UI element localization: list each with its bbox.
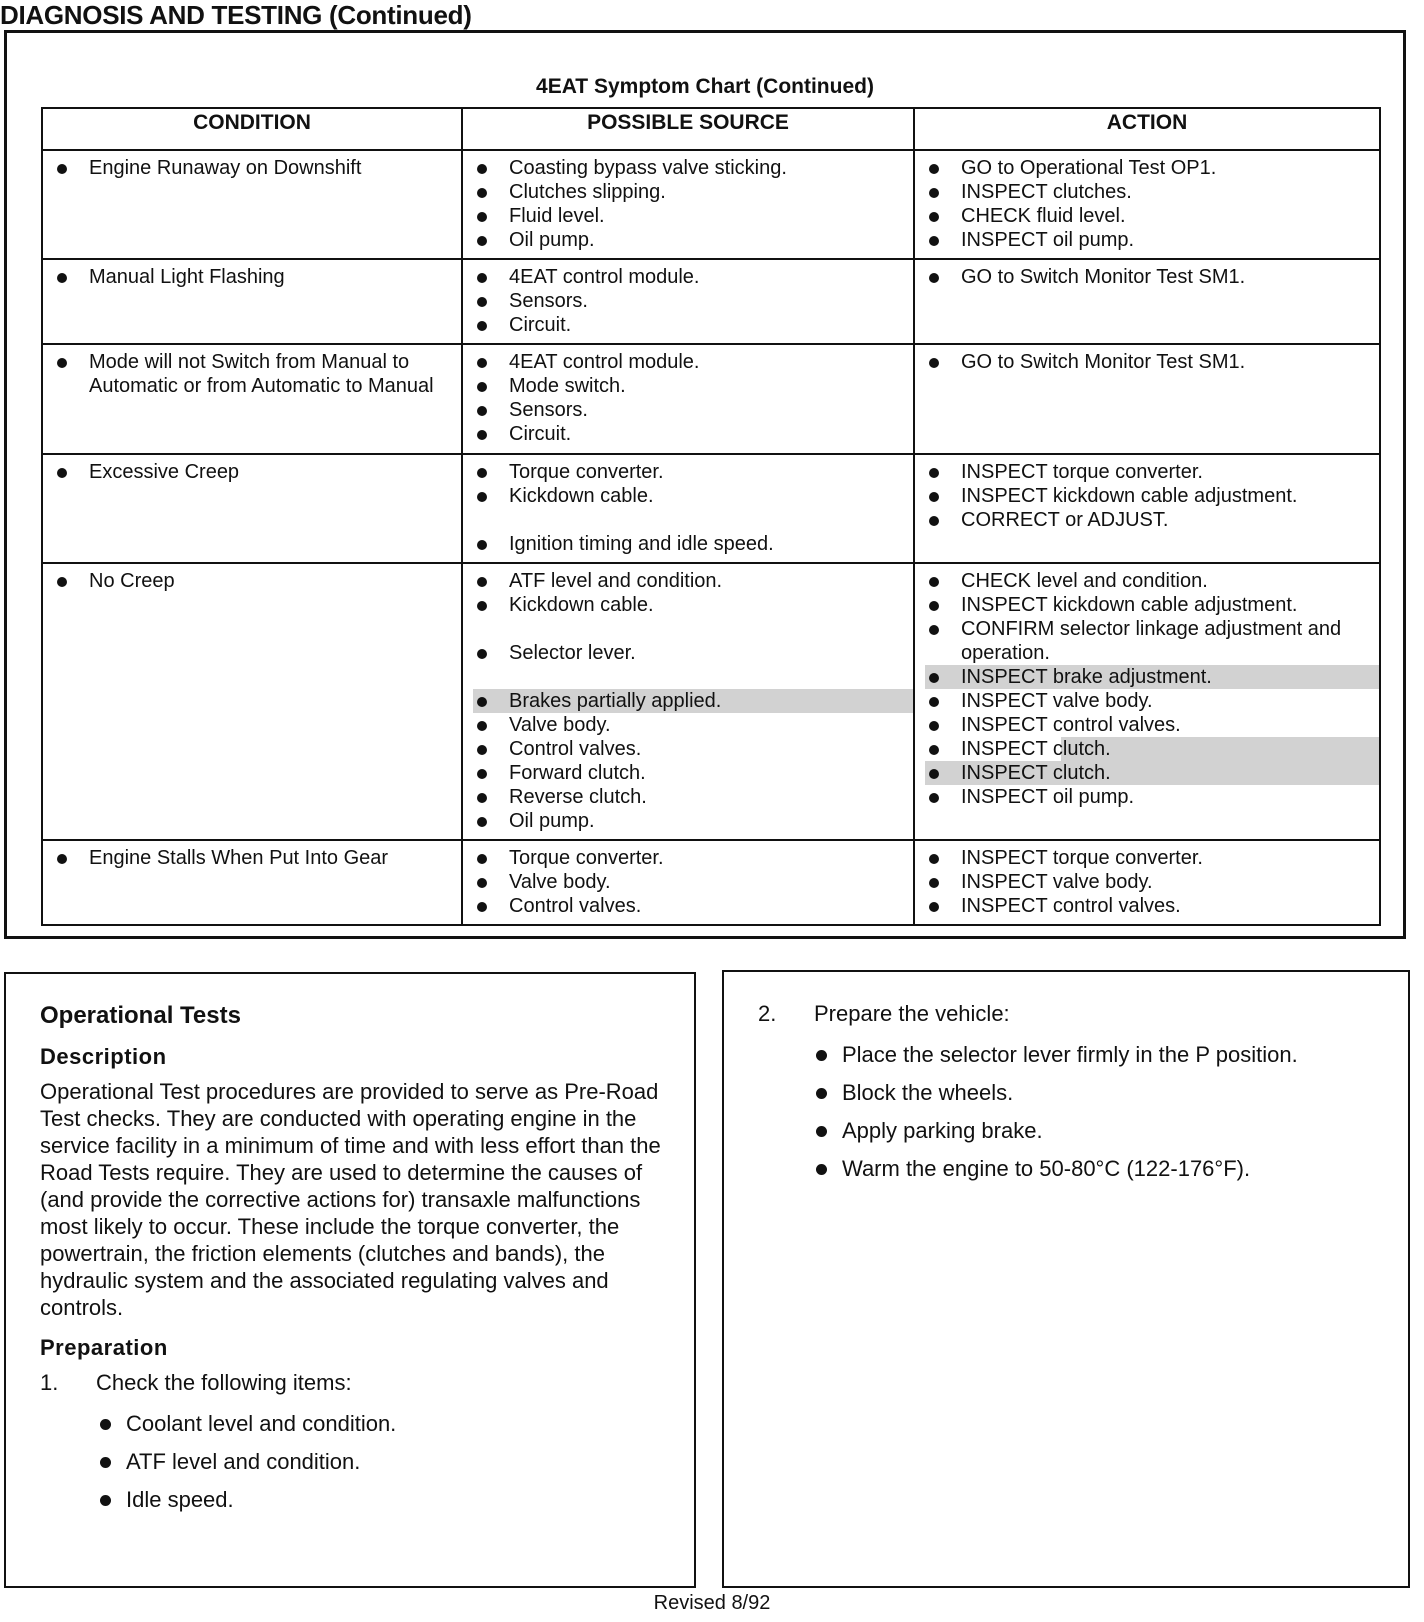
symptom-table bbox=[41, 107, 1381, 926]
preparation-continued-box bbox=[722, 970, 1410, 1588]
source-cell bbox=[462, 344, 914, 454]
condition-cell bbox=[42, 840, 462, 925]
action-item: INSPECT valve body. bbox=[925, 689, 1379, 713]
source-item: Mode switch. bbox=[473, 374, 903, 398]
condition-item: Manual Light Flashing bbox=[53, 265, 451, 289]
list-item: ATF level and condition. bbox=[100, 1448, 662, 1475]
step-text: Prepare the vehicle: bbox=[814, 1001, 1010, 1026]
action-item: INSPECT control valves. bbox=[925, 894, 1369, 918]
header-action: ACTION bbox=[914, 108, 1380, 150]
table-row bbox=[42, 344, 1380, 454]
source-item: Oil pump. bbox=[473, 809, 913, 833]
source-item: Valve body. bbox=[473, 713, 913, 737]
source-item: Kickdown cable. bbox=[473, 593, 913, 617]
action-item: CONFIRM selector linkage adjustment and operation. bbox=[925, 617, 1379, 665]
source-item: 4EAT control module. bbox=[473, 265, 903, 289]
source-item: Oil pump. bbox=[473, 228, 903, 252]
source-item: Torque converter. bbox=[473, 460, 903, 484]
source-item: 4EAT control module. bbox=[473, 350, 903, 374]
condition-item: Engine Stalls When Put Into Gear bbox=[53, 846, 451, 870]
condition-cell bbox=[42, 563, 462, 840]
condition-cell bbox=[42, 259, 462, 344]
source-item: Coasting bypass valve sticking. bbox=[473, 156, 903, 180]
operational-tests-box bbox=[4, 972, 696, 1588]
description-text: Operational Test procedures are provided to serve as Pre-Road Test checks. They are conducted with operating engine in the service facility in a minimum of time and with less effort than the Road Tests require. They are used to determine the causes of (and provide the corrective actions for) transaxle malfunctions most likely to occur. These include the torque converter, the powertrain, the friction elements (clutches and bands), the hydraulic system and the associated regulating valves and controls. bbox=[40, 1079, 661, 1320]
source-cell bbox=[462, 259, 914, 344]
table-row bbox=[42, 563, 1380, 840]
source-item: Sensors. bbox=[473, 398, 903, 422]
source-item: Reverse clutch. bbox=[473, 785, 913, 809]
source-item: Torque converter. bbox=[473, 846, 903, 870]
operational-tests-heading: Operational Tests bbox=[40, 1002, 241, 1029]
source-item: Kickdown cable. bbox=[473, 484, 903, 508]
action-item: INSPECT clutches. bbox=[925, 180, 1369, 204]
condition-item: No Creep bbox=[53, 569, 451, 593]
action-item: INSPECT torque converter. bbox=[925, 846, 1369, 870]
source-cell bbox=[462, 563, 914, 840]
source-cell bbox=[462, 454, 914, 563]
step-1-list bbox=[40, 1410, 662, 1513]
action-item: INSPECT torque converter. bbox=[925, 460, 1369, 484]
action-item: GO to Switch Monitor Test SM1. bbox=[925, 350, 1369, 374]
action-item: CHECK fluid level. bbox=[925, 204, 1369, 228]
action-item: INSPECT kickdown cable adjustment. bbox=[925, 484, 1369, 508]
step-text: Check the following items: bbox=[96, 1370, 352, 1395]
list-item: Block the wheels. bbox=[816, 1079, 1378, 1106]
source-item: Control valves. bbox=[473, 737, 913, 761]
chart-title: 4EAT Symptom Chart (Continued) bbox=[536, 75, 874, 98]
source-item: Circuit. bbox=[473, 313, 903, 337]
table-row bbox=[42, 454, 1380, 563]
symptom-chart-box bbox=[4, 30, 1406, 939]
revision-footer: Revised 8/92 bbox=[653, 1592, 771, 1614]
source-item: ATF level and condition. bbox=[473, 569, 913, 593]
condition-cell bbox=[42, 344, 462, 454]
condition-item: Engine Runaway on Downshift bbox=[53, 156, 451, 180]
source-item: Ignition timing and idle speed. bbox=[473, 532, 903, 556]
source-item: Forward clutch. bbox=[473, 761, 913, 785]
table-row bbox=[42, 259, 1380, 344]
description-heading: Description bbox=[40, 1044, 167, 1069]
table-row bbox=[42, 150, 1380, 259]
action-cell bbox=[914, 563, 1380, 840]
action-cell bbox=[914, 840, 1380, 925]
source-cell bbox=[462, 840, 914, 925]
action-item-highlighted: INSPECT brake adjustment. bbox=[925, 665, 1379, 689]
source-item: Selector lever. bbox=[473, 641, 913, 665]
action-item-highlighted: INSPECT clutch. bbox=[925, 737, 1379, 761]
list-item: Warm the engine to 50-80°C (122-176°F). bbox=[816, 1155, 1378, 1182]
action-item: INSPECT control valves. bbox=[925, 713, 1379, 737]
action-item-highlighted: INSPECT clutch. bbox=[925, 761, 1379, 785]
action-item: CHECK level and condition. bbox=[925, 569, 1379, 593]
source-item: Clutches slipping. bbox=[473, 180, 903, 204]
action-cell bbox=[914, 454, 1380, 563]
source-item: Control valves. bbox=[473, 894, 903, 918]
source-cell bbox=[462, 150, 914, 259]
header-possible-source: POSSIBLE SOURCE bbox=[462, 108, 914, 150]
list-item: Place the selector lever firmly in the P position. bbox=[816, 1041, 1378, 1068]
action-cell bbox=[914, 344, 1380, 454]
step-number: 2. bbox=[758, 1001, 777, 1026]
header-condition: CONDITION bbox=[42, 108, 462, 150]
action-item: INSPECT oil pump. bbox=[925, 785, 1379, 809]
page-title: DIAGNOSIS AND TESTING (Continued) bbox=[0, 0, 472, 30]
action-item: INSPECT valve body. bbox=[925, 870, 1369, 894]
list-item: Apply parking brake. bbox=[816, 1117, 1378, 1144]
preparation-heading: Preparation bbox=[40, 1335, 168, 1360]
action-cell bbox=[914, 259, 1380, 344]
step-number: 1. bbox=[40, 1370, 59, 1395]
action-item: GO to Switch Monitor Test SM1. bbox=[925, 265, 1369, 289]
step-2-list bbox=[758, 1041, 1378, 1182]
action-item: CORRECT or ADJUST. bbox=[925, 508, 1369, 532]
action-item: GO to Operational Test OP1. bbox=[925, 156, 1369, 180]
condition-cell bbox=[42, 454, 462, 563]
table-header-row bbox=[42, 108, 1380, 150]
action-item: INSPECT oil pump. bbox=[925, 228, 1369, 252]
action-cell bbox=[914, 150, 1380, 259]
step-2 bbox=[758, 1000, 1378, 1027]
table-row bbox=[42, 840, 1380, 925]
source-item: Valve body. bbox=[473, 870, 903, 894]
source-item: Sensors. bbox=[473, 289, 903, 313]
step-1 bbox=[40, 1369, 662, 1396]
list-item: Idle speed. bbox=[100, 1486, 662, 1513]
list-item: Coolant level and condition. bbox=[100, 1410, 662, 1437]
condition-cell bbox=[42, 150, 462, 259]
condition-item: Mode will not Switch from Manual to Automatic or from Automatic to Manual bbox=[53, 350, 451, 398]
condition-item: Excessive Creep bbox=[53, 460, 451, 484]
source-item: Fluid level. bbox=[473, 204, 903, 228]
action-item: INSPECT kickdown cable adjustment. bbox=[925, 593, 1379, 617]
source-item: Circuit. bbox=[473, 422, 903, 446]
source-item-highlighted: Brakes partially applied. bbox=[473, 689, 913, 713]
